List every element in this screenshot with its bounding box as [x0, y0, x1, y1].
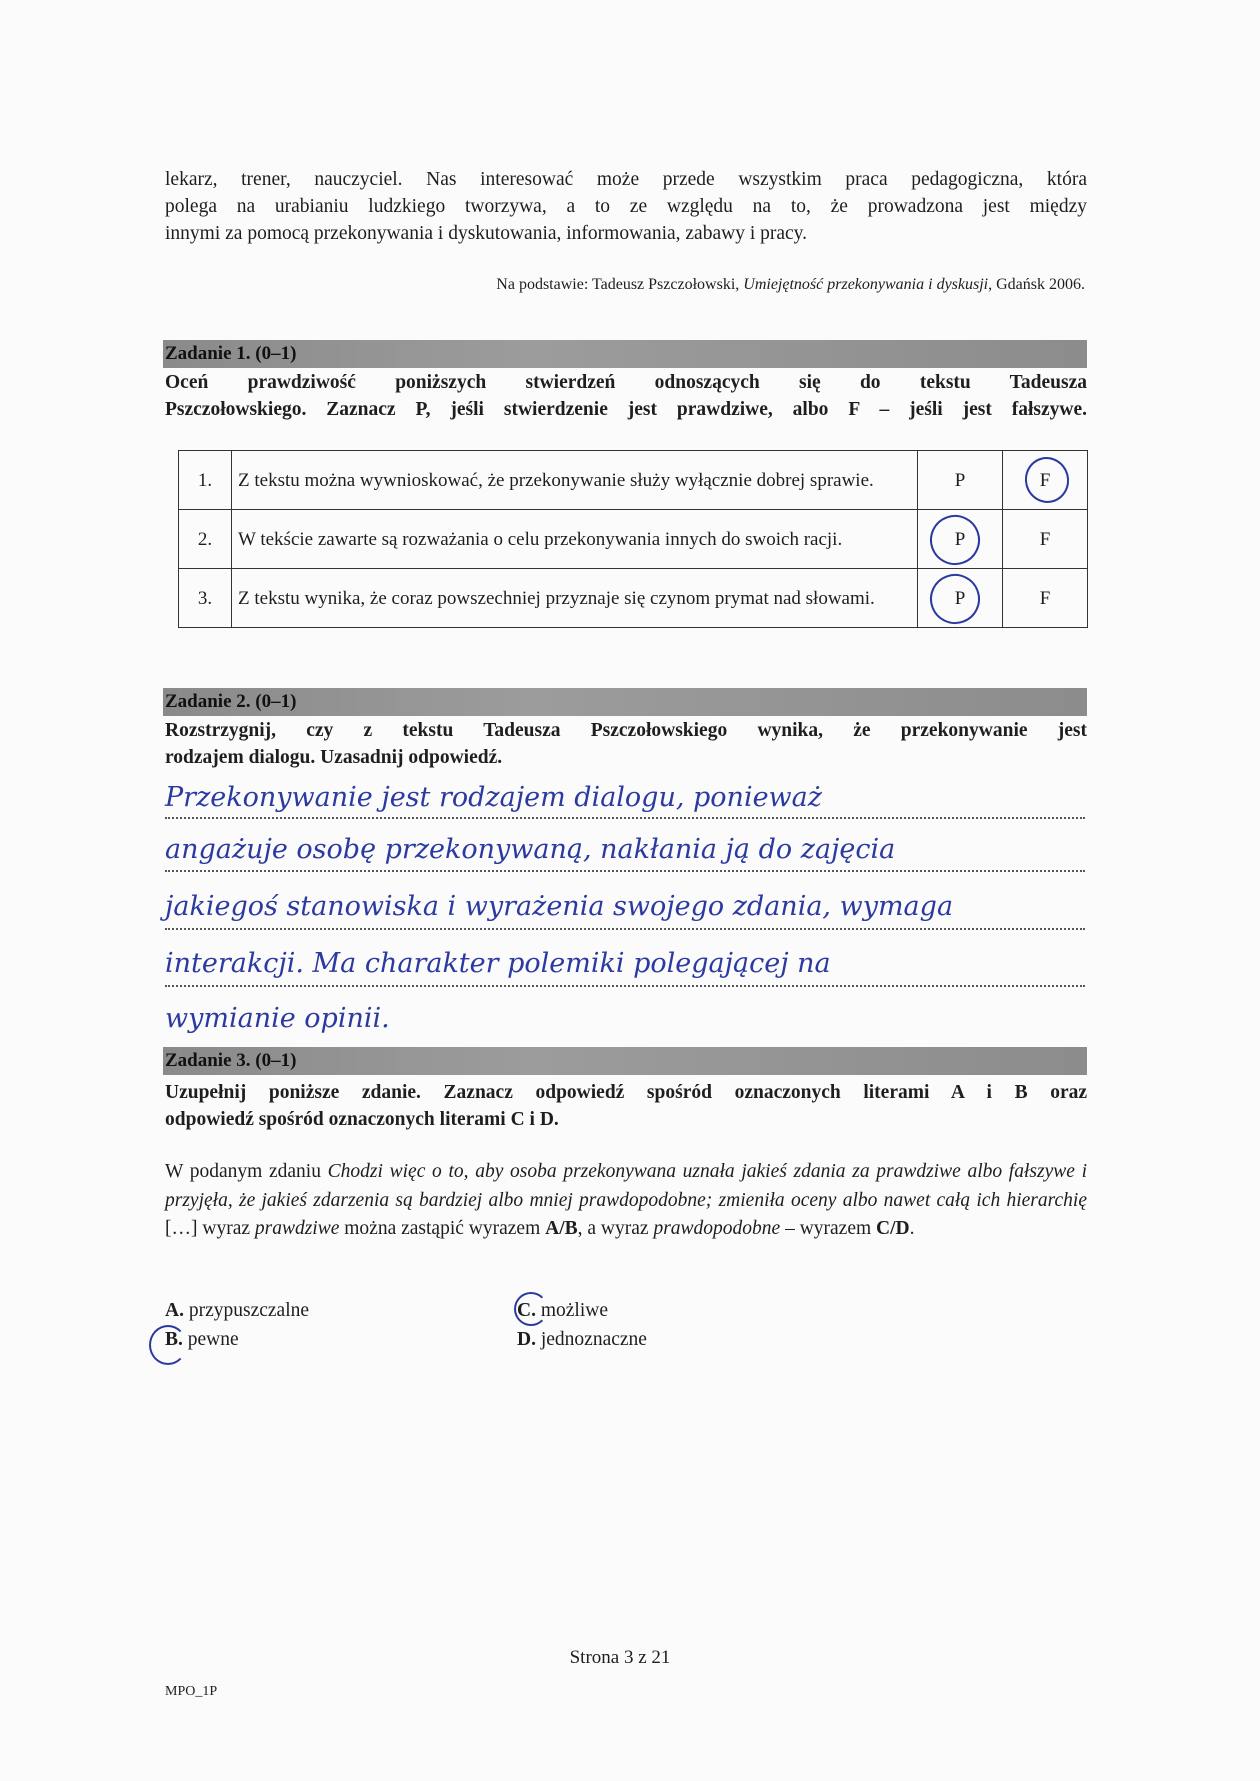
task2-title: Zadanie 2. (0–1)	[165, 691, 297, 712]
intro-line: lekarz, trener, nauczyciel. Nas interesować może przede wszystkim praca pedagogiczna, która	[165, 169, 1087, 190]
task3-header	[163, 1047, 1087, 1075]
handwritten-line: Przekonywanie jest rodzajem dialogu, ponieważ	[165, 782, 822, 813]
instruction-line: rodzajem dialogu. Uzasadnij odpowiedź.	[165, 747, 503, 768]
option-p[interactable]: P	[918, 451, 1003, 510]
row-number: 1.	[179, 451, 232, 510]
handwritten-line: interakcji. Ma charakter polemiki polegającej na	[165, 948, 831, 979]
intro-line: innymi za pomocą przekonywania i dyskutowania, informowania, zabawy i pracy.	[165, 223, 808, 244]
instruction-line: odpowiedź spośród oznaczonych literami C i D.	[165, 1109, 559, 1130]
row-number: 3.	[179, 569, 232, 628]
task1-header	[163, 340, 1087, 368]
answer-circle	[149, 1325, 187, 1365]
option-a[interactable]: A. przypuszczalne	[165, 1300, 310, 1321]
option-b[interactable]: B. pewne	[165, 1329, 239, 1351]
source-citation	[165, 276, 1085, 294]
intro-paragraph	[165, 166, 1087, 247]
page-number: Strona 3 z 21	[569, 1647, 671, 1668]
task2-instruction	[165, 717, 1087, 771]
task3-title: Zadanie 3. (0–1)	[165, 1050, 297, 1071]
instruction-line: Uzupełnij poniższe zdanie. Zaznacz odpowiedź spośród oznaczonych literami A i B oraz	[165, 1082, 1087, 1103]
handwritten-line: wymianie opinii.	[165, 1003, 390, 1034]
table-row	[179, 451, 1088, 510]
statement: Z tekstu wynika, że coraz powszechniej przyznaje się czynom prymat nad słowami.	[232, 569, 918, 628]
handwritten-line: angażuje osobę przekonywaną, nakłania ją do zajęcia	[165, 834, 896, 865]
instruction-line: Pszczołowskiego. Zaznacz P, jeśli stwierdzenie jest prawdziwe, albo F – jeśli jest fałszywe.	[165, 399, 1087, 420]
option-c[interactable]: C. możliwe	[517, 1300, 608, 1322]
option-f[interactable]: F	[1003, 510, 1088, 569]
option-f[interactable]: F	[1003, 569, 1088, 628]
exam-code: MPO_1P	[165, 1684, 218, 1699]
answer-line	[165, 985, 1085, 987]
answer-line	[165, 817, 1085, 819]
instruction-line: Rozstrzygnij, czy z tekstu Tadeusza Pszczołowskiego wynika, że przekonywanie jest	[165, 720, 1087, 741]
handwritten-line: jakiegoś stanowiska i wyrażenia swojego zdania, wymaga	[165, 891, 954, 922]
task2-header	[163, 688, 1087, 716]
option-f[interactable]: F	[1003, 451, 1088, 510]
row-number: 2.	[179, 510, 232, 569]
option-p[interactable]: P	[918, 569, 1003, 628]
answer-line	[165, 928, 1085, 930]
task3-paragraph: W podanym zdaniu Chodzi więc o to, aby osoba przekonywana uznała jakieś zdania za prawdziwe albo fałszywe i przyjęła, że jakieś zdarzenia są bardziej albo mniej prawdopodobne; zmieniła oceny albo nawet całą ich hierarchię […] wyraz prawdziwe można zastąpić wyrazem A/B, a wyraz prawdopodobne – wyrazem C/D.	[165, 1161, 1087, 1239]
task3-instruction	[165, 1079, 1087, 1133]
intro-line: polega na urabianiu ludzkiego tworzywa, a to ze względu na to, że prowadzona jest między	[165, 196, 1087, 217]
answer-circle	[514, 1292, 548, 1326]
instruction-line: Oceń prawdziwość poniższych stwierdzeń odnoszących się do tekstu Tadeusza	[165, 372, 1087, 393]
source-suffix: , Gdańsk 2006.	[988, 276, 1085, 293]
table-row	[179, 569, 1088, 628]
answer-circle	[923, 508, 987, 572]
source-prefix: Na podstawie: Tadeusz Pszczołowski,	[496, 276, 744, 293]
task1-title: Zadanie 1. (0–1)	[165, 343, 297, 364]
option-p[interactable]: P	[918, 510, 1003, 569]
task1-instruction	[165, 369, 1087, 423]
true-false-table	[178, 450, 1088, 628]
answer-line	[165, 870, 1085, 872]
statement: Z tekstu można wywnioskować, że przekonywanie służy wyłącznie dobrej sprawie.	[232, 451, 918, 510]
statement: W tekście zawarte są rozważania o celu przekonywania innych do swoich racji.	[232, 510, 918, 569]
source-title: Umiejętność przekonywania i dyskusji	[743, 276, 989, 293]
answer-circle	[1020, 452, 1074, 508]
table-row	[179, 510, 1088, 569]
option-d[interactable]: D. jednoznaczne	[517, 1329, 647, 1350]
answer-circle	[923, 567, 987, 631]
